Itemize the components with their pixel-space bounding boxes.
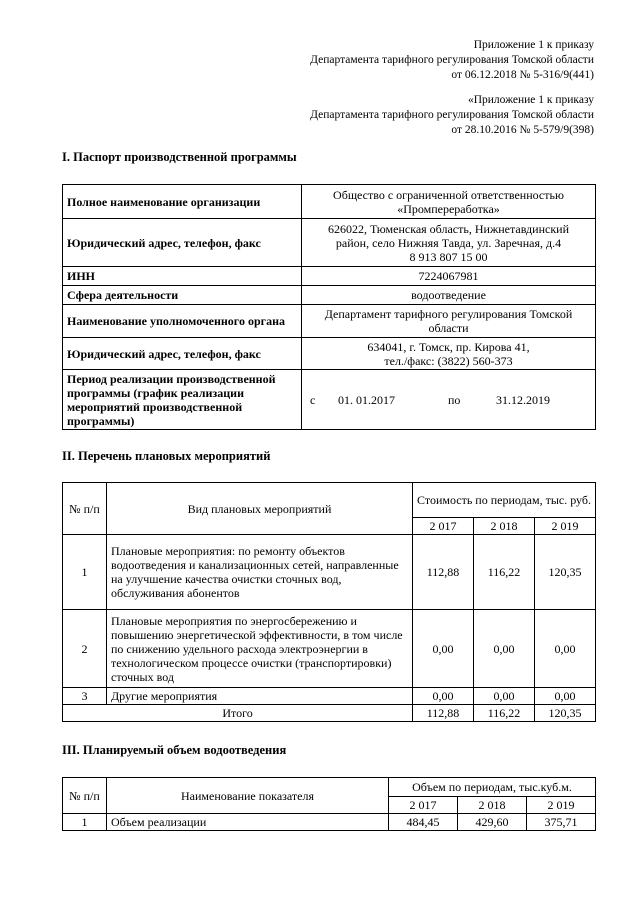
year-header: 2 019 — [535, 518, 596, 535]
value-line: Общество с ограниченной ответственностью — [333, 187, 564, 202]
previous-order-header-line: от 28.10.2016 № 5-579/9(398) — [451, 124, 594, 136]
table-row — [63, 535, 596, 610]
column-header-number: № п/п — [63, 483, 107, 535]
row-name: Плановые мероприятия по энергосбережению и повышению энергетической эффективности, в том числе по снижению удельного расхода электроэнергии в технологическом процессе очистки (транспортировки) сточных вод — [107, 610, 413, 688]
row-value — [302, 219, 596, 267]
table-header-row — [63, 483, 596, 518]
row-value: 375,71 — [527, 814, 596, 831]
row-name: Объем реализации — [107, 814, 389, 831]
year-header: 2 018 — [458, 797, 527, 814]
row-value: 0,00 — [535, 688, 596, 705]
period-to-date: 31.12.2019 — [496, 392, 550, 407]
order-header-line: Приложение 1 к приказу — [473, 39, 594, 51]
table-row — [63, 610, 596, 688]
volume-table — [62, 777, 596, 831]
row-label: Наименование уполномоченного органа — [63, 305, 302, 338]
row-value: 116,22 — [474, 535, 535, 610]
table-row — [63, 338, 596, 370]
year-header: 2 019 — [527, 797, 596, 814]
row-label: Сфера деятельности — [63, 286, 302, 305]
value-line: «Промпереработка» — [397, 201, 500, 216]
table-row — [63, 305, 596, 338]
row-number: 1 — [63, 535, 107, 610]
table-row — [63, 219, 596, 267]
passport-table — [62, 184, 596, 430]
period-from-word: с — [310, 392, 316, 407]
value-line: Департамент тарифного регулирования Томской — [324, 307, 573, 321]
row-value: водоотведение — [302, 286, 596, 305]
row-value: 0,00 — [413, 610, 474, 688]
row-value: 429,60 — [458, 814, 527, 831]
order-header-line: от 06.12.2018 № 5-316/9(441) — [451, 69, 594, 81]
row-number: 1 — [63, 814, 107, 831]
table-row — [63, 688, 596, 705]
value-line: тел./факс: (3822) 560-373 — [384, 353, 513, 368]
previous-order-header — [310, 93, 594, 138]
row-value: 7224067981 — [302, 267, 596, 286]
row-label: Юридический адрес, телефон, факс — [63, 338, 302, 370]
row-name: Другие мероприятия — [107, 688, 413, 705]
column-header-name: Наименование показателя — [107, 778, 389, 814]
row-label: ИНН — [63, 267, 302, 286]
table-header-row — [63, 778, 596, 797]
previous-order-header-line: Департамента тарифного регулирования Томской области — [310, 109, 594, 121]
row-value — [302, 338, 596, 370]
row-value: 0,00 — [474, 610, 535, 688]
table-row — [63, 286, 596, 305]
table-row — [63, 267, 596, 286]
activities-table — [62, 482, 596, 722]
period-label: Период реализации производственной программы (график реализации мероприятий производственной программы) — [63, 370, 302, 430]
section-2-title: II. Перечень плановых мероприятий — [62, 449, 271, 463]
row-value: 0,00 — [413, 688, 474, 705]
period-from-date: 01. 01.2017 — [338, 392, 395, 407]
row-value: 0,00 — [535, 610, 596, 688]
period-value — [302, 370, 596, 430]
row-name: Плановые мероприятия: по ремонту объектов водоотведения и канализационных сетей, направленные на улучшение качества очистки сточных вод, обслуживания абонентов — [107, 535, 413, 610]
value-line: 626022, Тюменская область, Нижнетавдинский — [327, 221, 570, 236]
order-header-line: Департамента тарифного регулирования Томской области — [310, 54, 594, 66]
table-row — [63, 185, 596, 219]
row-number: 2 — [63, 610, 107, 688]
column-header-volume: Объем по периодам, тыс.куб.м. — [389, 778, 596, 797]
previous-order-header-line: «Приложение 1 к приказу — [467, 94, 594, 106]
total-value: 112,88 — [413, 705, 474, 722]
table-row — [63, 370, 596, 430]
row-number: 3 — [63, 688, 107, 705]
row-value — [302, 305, 596, 338]
value-line: 634041, г. Томск, пр. Кирова 41, — [367, 339, 530, 354]
row-value: 0,00 — [474, 688, 535, 705]
period-to-word: по — [448, 392, 461, 407]
section-3-title: III. Планируемый объем водоотведения — [62, 743, 287, 757]
year-header: 2 018 — [474, 518, 535, 535]
column-header-number: № п/п — [63, 778, 107, 814]
total-value: 116,22 — [474, 705, 535, 722]
row-value: 112,88 — [413, 535, 474, 610]
value-line: 8 913 807 15 00 — [409, 249, 488, 264]
order-header — [310, 38, 594, 83]
table-row — [63, 814, 596, 831]
column-header-cost: Стоимость по периодам, тыс. руб. — [413, 483, 596, 518]
year-header: 2 017 — [413, 518, 474, 535]
value-line: области — [428, 321, 469, 335]
total-row — [63, 705, 596, 722]
year-header: 2 017 — [389, 797, 458, 814]
row-value: 484,45 — [389, 814, 458, 831]
row-label: Полное наименование организации — [63, 185, 302, 219]
total-label: Итого — [63, 705, 413, 722]
row-value: 120,35 — [535, 535, 596, 610]
row-value — [302, 185, 596, 219]
value-line: район, село Нижняя Тавда, ул. Заречная, д.4 — [335, 235, 562, 250]
row-label: Юридический адрес, телефон, факс — [63, 219, 302, 267]
section-1-title: I. Паспорт производственной программы — [62, 150, 297, 164]
column-header-name: Вид плановых мероприятий — [107, 483, 413, 535]
total-value: 120,35 — [535, 705, 596, 722]
